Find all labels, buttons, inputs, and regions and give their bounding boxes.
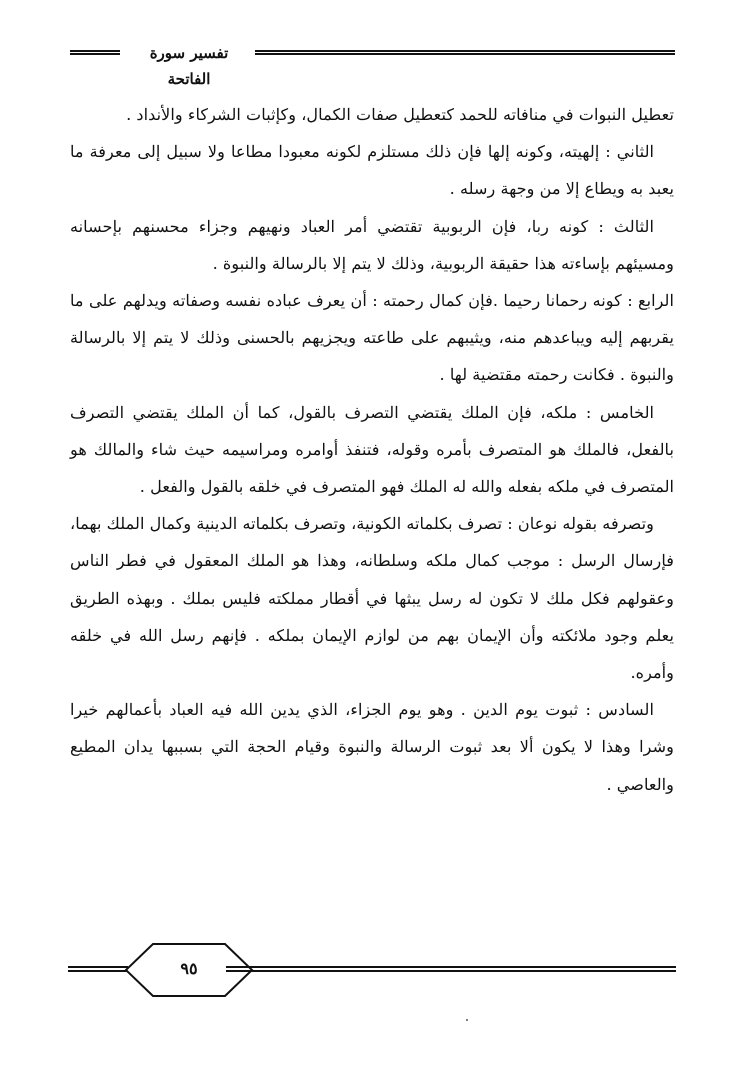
paragraph-fourth: الرابع : كونه رحمانا رحيما .فإن كمال رحمته : أن يعرف عباده نفسه وصفاته ويدلهم على ما يقربهم إليه ويباعدهم منه، ويثيبهم على طاعته ويجزيهم بالحسنى وذلك لا يتم إلا بالرسالة والنبوة . فكانت رحمته مقتضية لها . bbox=[70, 291, 674, 385]
page-number: ٩٥ bbox=[180, 959, 198, 978]
paragraph-continuation: تعطيل النبوات في منافاته للحمد كتعطيل صفات الكمال، وكإثبات الشركاء والأنداد . bbox=[126, 105, 674, 124]
header-rule-right bbox=[255, 50, 675, 55]
header-rule-left bbox=[70, 50, 120, 55]
scan-speck bbox=[466, 1019, 468, 1021]
footer-rule-left bbox=[68, 966, 128, 972]
paragraph-fifth: الخامس : ملكه، فإن الملك يقتضي التصرف بالقول، كما أن الملك يقتضي التصرف بالفعل، فالملك هو المتصرف بأمره وقوله، فتنفذ أوامره ومراسيمه حيث شاء والمالك هو المتصرف في ملكه بفعله والله له الملك فهو المتصرف في خلقه بالقول والفعل . bbox=[70, 402, 674, 497]
paragraph-fifth-continued: وتصرفه بقوله نوعان : تصرف بكلماته الكونية، وتصرف بكلماته الدينية وكمال الملك بهما، فإرسال الرسل : موجب كمال ملكه وسلطانه، وهذا هو الملك المعقول في فطر الناس وعقولهم فكل ملك لا تكون له رسل يبثها في أقطار مملكته فليس بملك . وبهذه الطريق يعلم وجود ملائكته وأن الإيمان بهم من لوازم الإيمان بملكه . فإنهم رسل الله في خلقه وأمره. bbox=[70, 514, 674, 683]
page-footer bbox=[68, 940, 676, 1000]
paragraph-third: الثالث : كونه ربا، فإن الربوبية تقتضي أمر العباد ونهيهم وجزاء محسنهم بإحسانه ومسيئهم بإساءته هذا حقيقة الربوبية، وذلك لا يتم إلا بالرسالة والنبوة . bbox=[70, 216, 674, 273]
paragraph-sixth: السادس : ثبوت يوم الدين . وهو يوم الجزاء، الذي يدين الله فيه العباد بأعمالهم خيرا وشرا وهذا لا يكون ألا بعد ثبوت الرسالة والنبوة وقيام الحجة التي بسببها يدان المطيع والعاصي . bbox=[70, 700, 674, 794]
page-body bbox=[70, 96, 674, 803]
running-header bbox=[70, 40, 675, 88]
running-header-title: تفسير سورة الفاتحة bbox=[149, 44, 229, 88]
paragraph-second: الثاني : إلهيته، وكونه إلها فإن ذلك مستلزم لكونه معبودا مطاعا ولا سبيل إلى معرفة ما يعبد به ويطاع إلا من وجهة رسله . bbox=[70, 142, 674, 199]
footer-rule-right bbox=[226, 966, 676, 972]
